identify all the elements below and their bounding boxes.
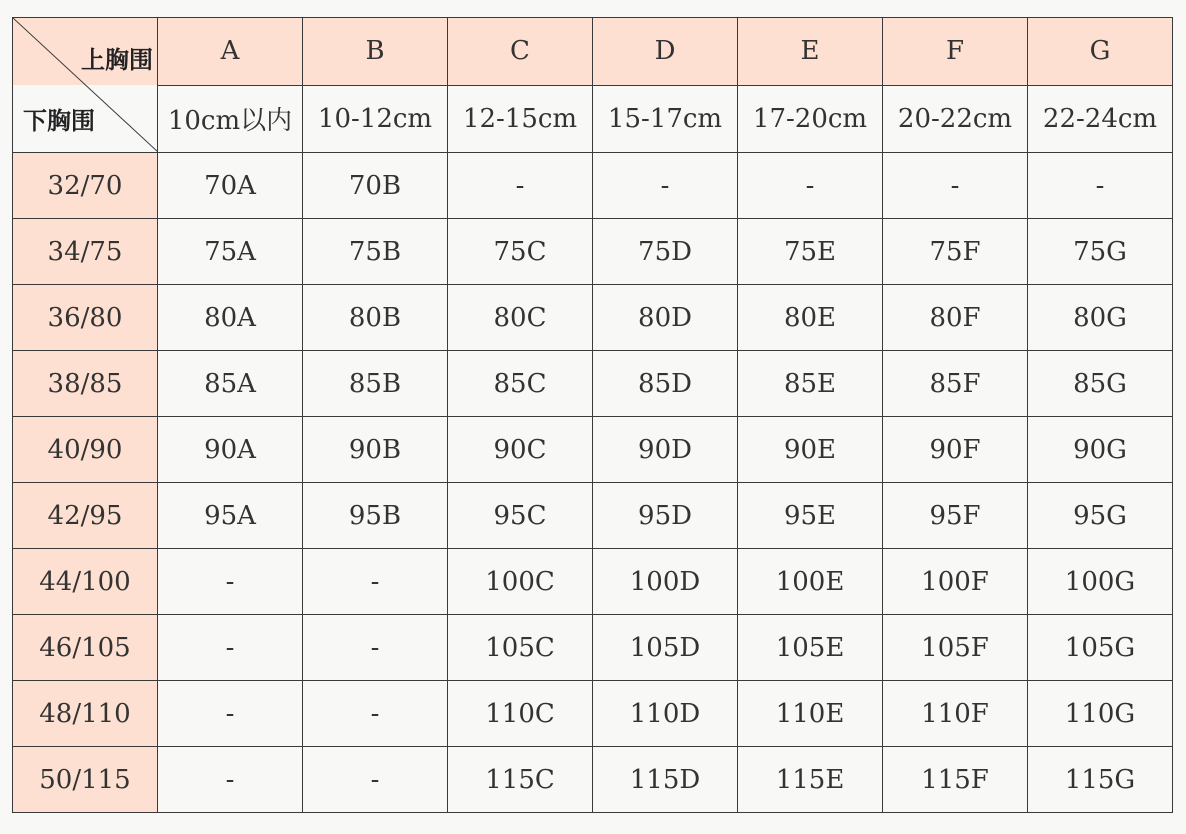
- size-cell: 90D: [593, 417, 738, 483]
- size-cell: 90G: [1028, 417, 1173, 483]
- size-cell: -: [738, 153, 883, 219]
- size-cell: -: [883, 153, 1028, 219]
- size-cell: 105E: [738, 615, 883, 681]
- size-cell: 105G: [1028, 615, 1173, 681]
- size-cell: 75A: [158, 219, 303, 285]
- cup-header-d: D: [593, 18, 738, 86]
- size-cell: 85D: [593, 351, 738, 417]
- size-cell: 80C: [448, 285, 593, 351]
- upper-bust-label: 上胸围: [81, 46, 153, 74]
- table-row: [13, 681, 1173, 747]
- band-size-cell: 50/115: [13, 747, 158, 813]
- table-row: [13, 483, 1173, 549]
- size-cell: 110C: [448, 681, 593, 747]
- size-cell: 100D: [593, 549, 738, 615]
- cup-header-b: B: [303, 18, 448, 86]
- table-row: [13, 285, 1173, 351]
- size-cell: 115D: [593, 747, 738, 813]
- size-cell: -: [158, 681, 303, 747]
- range-header-cell: 10-12cm: [303, 85, 448, 153]
- range-header-cell: 10cm以内: [158, 85, 303, 153]
- size-cell: 70B: [303, 153, 448, 219]
- size-cell: 95C: [448, 483, 593, 549]
- table-row: [13, 747, 1173, 813]
- size-cell: 115F: [883, 747, 1028, 813]
- cup-header-e: E: [738, 18, 883, 86]
- cup-header-g: G: [1028, 18, 1173, 86]
- size-cell: 95E: [738, 483, 883, 549]
- size-cell: 95G: [1028, 483, 1173, 549]
- size-cell: 80F: [883, 285, 1028, 351]
- size-cell: 105F: [883, 615, 1028, 681]
- table-header: [13, 18, 1173, 153]
- under-bust-label: 下胸围: [23, 107, 95, 135]
- size-cell: 90E: [738, 417, 883, 483]
- size-cell: 95F: [883, 483, 1028, 549]
- range-header-cell: 20-22cm: [883, 85, 1028, 153]
- size-cell: 70A: [158, 153, 303, 219]
- table-row: [13, 153, 1173, 219]
- size-cell: 95A: [158, 483, 303, 549]
- band-size-cell: 34/75: [13, 219, 158, 285]
- size-cell: 85B: [303, 351, 448, 417]
- size-cell: 100G: [1028, 549, 1173, 615]
- band-size-cell: 38/85: [13, 351, 158, 417]
- size-cell: -: [303, 681, 448, 747]
- band-size-cell: 44/100: [13, 549, 158, 615]
- size-cell: 90A: [158, 417, 303, 483]
- size-cell: 105D: [593, 615, 738, 681]
- size-cell: 85E: [738, 351, 883, 417]
- size-cell: 110G: [1028, 681, 1173, 747]
- size-cell: 75D: [593, 219, 738, 285]
- size-cell: 95B: [303, 483, 448, 549]
- bra-size-table: [12, 17, 1173, 813]
- range-header-cell: 15-17cm: [593, 85, 738, 153]
- size-cell: 90F: [883, 417, 1028, 483]
- band-size-cell: 42/95: [13, 483, 158, 549]
- table-row: [13, 219, 1173, 285]
- size-cell: 90C: [448, 417, 593, 483]
- size-cell: 85F: [883, 351, 1028, 417]
- size-cell: 75C: [448, 219, 593, 285]
- size-cell: 95D: [593, 483, 738, 549]
- size-cell: 100C: [448, 549, 593, 615]
- size-cell: -: [303, 615, 448, 681]
- size-cell: 80B: [303, 285, 448, 351]
- table-row: [13, 351, 1173, 417]
- table-row: [13, 417, 1173, 483]
- cup-header-f: F: [883, 18, 1028, 86]
- size-cell: 75B: [303, 219, 448, 285]
- size-cell: 75E: [738, 219, 883, 285]
- size-cell: 75F: [883, 219, 1028, 285]
- range-header-cell: 12-15cm: [448, 85, 593, 153]
- size-cell: 100F: [883, 549, 1028, 615]
- size-cell: -: [1028, 153, 1173, 219]
- band-size-cell: 48/110: [13, 681, 158, 747]
- size-cell: 115C: [448, 747, 593, 813]
- band-size-cell: 36/80: [13, 285, 158, 351]
- size-cell: 105C: [448, 615, 593, 681]
- size-cell: 110E: [738, 681, 883, 747]
- table-row: [13, 549, 1173, 615]
- size-cell: 115G: [1028, 747, 1173, 813]
- size-cell: 115E: [738, 747, 883, 813]
- table-body: [13, 153, 1173, 813]
- size-cell: 80E: [738, 285, 883, 351]
- size-cell: 75G: [1028, 219, 1173, 285]
- size-cell: 85A: [158, 351, 303, 417]
- size-cell: -: [593, 153, 738, 219]
- band-size-cell: 46/105: [13, 615, 158, 681]
- size-cell: 85C: [448, 351, 593, 417]
- table-row: [13, 615, 1173, 681]
- size-cell: 90B: [303, 417, 448, 483]
- size-cell: 80G: [1028, 285, 1173, 351]
- size-cell: 85G: [1028, 351, 1173, 417]
- band-size-cell: 32/70: [13, 153, 158, 219]
- range-header-cell: 22-24cm: [1028, 85, 1173, 153]
- size-cell: 80A: [158, 285, 303, 351]
- band-size-cell: 40/90: [13, 417, 158, 483]
- size-cell: -: [448, 153, 593, 219]
- size-cell: -: [158, 549, 303, 615]
- size-cell: 80D: [593, 285, 738, 351]
- size-cell: 110D: [593, 681, 738, 747]
- cup-header-a: A: [158, 18, 303, 86]
- corner-cell: [13, 18, 158, 153]
- size-cell: -: [303, 747, 448, 813]
- size-cell: 100E: [738, 549, 883, 615]
- range-header-cell: 17-20cm: [738, 85, 883, 153]
- range-header-row: [13, 85, 1173, 153]
- cup-header-row: [13, 18, 1173, 86]
- size-cell: 110F: [883, 681, 1028, 747]
- size-cell: -: [158, 615, 303, 681]
- size-cell: -: [303, 549, 448, 615]
- cup-header-c: C: [448, 18, 593, 86]
- size-cell: -: [158, 747, 303, 813]
